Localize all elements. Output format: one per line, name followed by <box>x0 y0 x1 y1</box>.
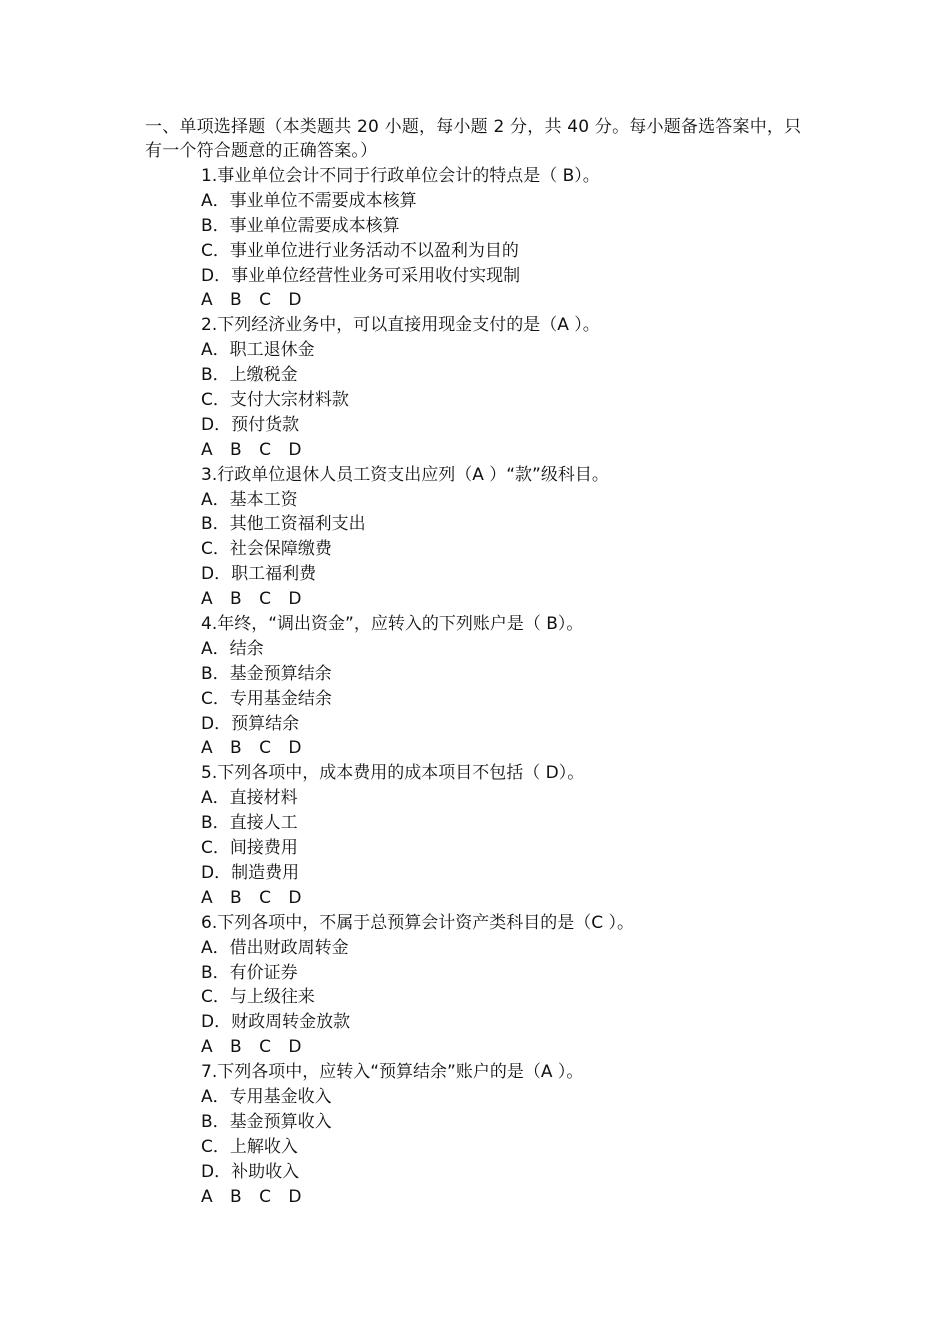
answer-letters: A B C D <box>201 887 302 908</box>
option-c: C．上解收入 <box>201 1136 298 1157</box>
option-b: B．事业单位需要成本核算 <box>201 215 400 236</box>
option-b: B．上缴税金 <box>201 365 298 386</box>
answer-letters: A B C D <box>201 1186 302 1207</box>
question-stem: 6.下列各项中，不属于总预算会计资产类科目的是（C ）。 <box>201 912 634 933</box>
option-d: D．补助收入 <box>201 1161 300 1182</box>
answer-letters: A B C D <box>201 738 302 759</box>
option-b: B．其他工资福利支出 <box>201 514 366 535</box>
question-stem: 5.下列各项中，成本费用的成本项目不包括（ D）。 <box>201 763 585 784</box>
option-a: A．基本工资 <box>201 489 298 510</box>
question-stem: 1.事业单位会计不同于行政单位会计的特点是（ B）。 <box>201 166 600 186</box>
question-stem: 3.行政单位退休人员工资支出应列（A ）“款”级科目。 <box>201 464 609 485</box>
question-4 <box>201 612 841 761</box>
section-heading: 一、单项选择题（本类题共 20 小题，每小题 2 分，共 40 分。每小题备选答案中，只有一个符合题意的正确答案。） <box>145 117 802 161</box>
question-stem: 7.下列各项中，应转入“预算结余”账户的是（A ）。 <box>201 1062 584 1083</box>
question-7 <box>201 1060 841 1209</box>
answer-letters: A B C D <box>201 439 302 460</box>
option-c: C．社会保障缴费 <box>201 539 332 560</box>
answer-letters: A B C D <box>201 589 302 610</box>
option-c: C．专用基金结余 <box>201 688 332 709</box>
option-d: D．预算结余 <box>201 713 300 734</box>
question-6 <box>201 911 841 1060</box>
option-a: A．结余 <box>201 638 264 659</box>
option-d: D．事业单位经营性业务可采用收付实现制 <box>201 265 521 286</box>
option-b: B．基金预算收入 <box>201 1111 332 1132</box>
option-a: A．直接材料 <box>201 788 298 809</box>
option-b: B．基金预算结余 <box>201 663 332 684</box>
option-d: D．制造费用 <box>201 862 300 883</box>
question-stem: 2.下列经济业务中，可以直接用现金支付的是（A ）。 <box>201 315 600 336</box>
option-a: A．事业单位不需要成本核算 <box>201 190 417 211</box>
option-c: C．间接费用 <box>201 838 298 859</box>
question-list <box>201 164 841 1209</box>
option-c: C．事业单位进行业务活动不以盈利为目的 <box>201 240 519 261</box>
answer-letters: A B C D <box>201 290 302 311</box>
question-5 <box>201 761 841 910</box>
option-b: B．直接人工 <box>201 813 298 834</box>
option-a: A．职工退休金 <box>201 340 315 361</box>
option-a: A．专用基金收入 <box>201 1086 332 1107</box>
option-d: D．职工福利费 <box>201 564 317 585</box>
question-2 <box>201 313 841 462</box>
answer-letters: A B C D <box>201 1037 302 1058</box>
question-3 <box>201 463 841 612</box>
option-d: D．预付货款 <box>201 414 300 435</box>
option-b: B．有价证券 <box>201 962 298 983</box>
question-stem: 4.年终，“调出资金”，应转入的下列账户是（ B）。 <box>201 614 584 635</box>
option-d: D．财政周转金放款 <box>201 1012 351 1033</box>
option-c: C．与上级往来 <box>201 987 315 1008</box>
option-c: C．支付大宗材料款 <box>201 390 349 411</box>
question-1 <box>201 164 841 313</box>
option-a: A．借出财政周转金 <box>201 937 349 958</box>
